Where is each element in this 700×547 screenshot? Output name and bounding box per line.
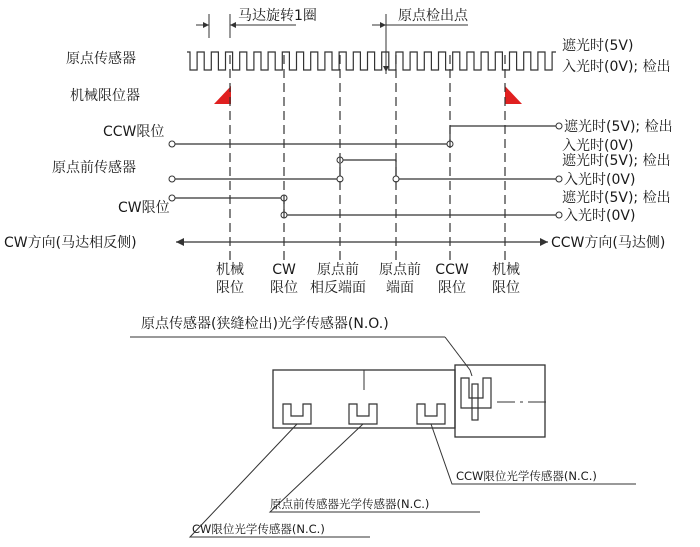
position-dashed-lines (230, 55, 505, 260)
position-front-end-line2: 端面 (386, 280, 414, 296)
position-front-opposite-line2: 相反端面 (310, 280, 366, 296)
position-ccw-limit-line2: 限位 (438, 280, 466, 296)
motor-rotation-annotation (196, 7, 317, 38)
position-mech-limit-left-line1: 机械 (216, 262, 244, 278)
position-cw-limit-line2: 限位 (270, 280, 298, 296)
position-front-end-line1: 原点前 (379, 262, 421, 278)
direction-right-label: CCW方向(马达侧) (551, 235, 666, 251)
origin-low-label: 入光时(0V); 检出 (562, 59, 671, 75)
origin-sensor-signal (187, 52, 556, 70)
row-label-origin-sensor: 原点传感器 (66, 51, 136, 67)
origin-sensor-callout-label: 原点传感器(狭缝检出)光学传感器(N.O.) (141, 316, 389, 332)
origin-detect-label: 原点检出点 (398, 8, 468, 24)
front-origin-slot-sensor (349, 404, 377, 424)
ccw-low-label: 入光时(0V) (562, 138, 634, 154)
row-label-ccw-limit: CCW限位 (103, 124, 165, 140)
front-origin-sensor-signal (169, 157, 562, 182)
cw-low-label: 入光时(0V) (564, 208, 636, 224)
front-sensor-callout-label: 原点前传感器光学传感器(N.C.) (270, 497, 430, 511)
row-label-cw-limit: CW限位 (118, 200, 170, 216)
motor-body (455, 365, 545, 437)
cw-limit-signal (169, 195, 562, 218)
position-ccw-limit-line1: CCW (435, 262, 469, 278)
position-mech-limit-left-line2: 限位 (216, 280, 244, 296)
motor-rotation-label: 马达旋转1圈 (238, 8, 317, 24)
position-mech-limit-right-line1: 机械 (492, 262, 520, 278)
mechanical-limit-marker-right (505, 86, 522, 104)
ccw-sensor-callout-label: CCW限位光学传感器(N.C.) (456, 469, 597, 483)
origin-detect-annotation (372, 7, 469, 74)
cw-high-label: 遮光时(5V); 检出 (562, 190, 671, 206)
origin-slot-sensor (461, 378, 491, 420)
position-cw-limit-line1: CW (272, 262, 296, 278)
row-label-mechanical-limit: 机械限位器 (70, 88, 140, 104)
front-high-label: 遮光时(5V); 检出 (562, 153, 671, 169)
cw-sensor-callout-label: CW限位光学传感器(N.C.) (192, 522, 325, 536)
direction-left-label: CW方向(马达相反侧) (4, 235, 137, 251)
position-labels (216, 261, 520, 296)
position-mech-limit-right-line2: 限位 (492, 280, 520, 296)
front-low-label: 入光时(0V) (564, 172, 636, 188)
ccw-limit-slot-sensor (417, 404, 445, 424)
ccw-limit-signal (169, 123, 562, 147)
position-front-opposite-line1: 原点前 (317, 262, 359, 278)
direction-axis (176, 238, 548, 246)
row-label-front-origin-sensor: 原点前传感器 (52, 160, 136, 176)
ccw-high-label: 遮光时(5V); 检出 (564, 119, 673, 135)
cw-limit-slot-sensor (283, 404, 311, 424)
mechanical-limit-marker-left (214, 86, 231, 104)
origin-high-label: 遮光时(5V) (562, 38, 634, 54)
